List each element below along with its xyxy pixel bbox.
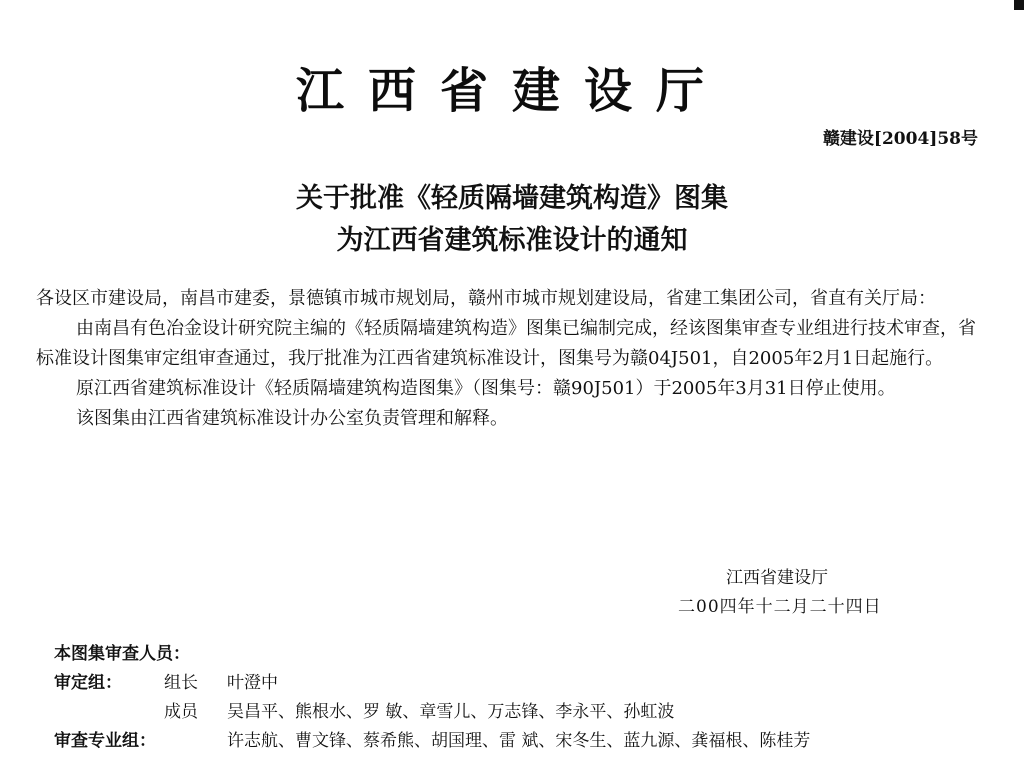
document-number: 赣建设[2004]58号	[822, 129, 978, 149]
leader-label: 组长	[164, 673, 198, 693]
reviewers-heading-row	[54, 640, 1004, 669]
supersede-paragraph: 原江西省建筑标准设计《轻质隔墙建筑构造图集》（图集号：赣90J501）于2005年3月31日停止使用。	[76, 378, 896, 399]
members-row	[54, 698, 1004, 727]
approval-paragraph: 由南昌有色冶金设计研究院主编的《轻质隔墙建筑构造》图集已编制完成，经该图集审查专业组进行技术审查，省标准设计图集审定组审查通过，我厅批准为江西省建筑标准设计，图集号为赣04J501，自2005年2月1日起施行。	[36, 318, 976, 369]
signature-org: 江西省建设厅	[726, 568, 828, 588]
recipients-paragraph: 各设区市建设局，南昌市建委，景德镇市城市规划局，赣州市城市规划建设局，省建工集团公司，省直有关厅局：	[36, 288, 936, 309]
approval-group-row	[54, 669, 1004, 698]
approval-group-label: 审定组：	[54, 673, 122, 693]
notice-title-line-1: 关于批准《轻质隔墙建筑构造》图集	[296, 183, 728, 214]
members-list: 吴昌平、熊根水、罗 敏、章雪儿、万志锋、李永平、孙虹波	[227, 702, 675, 722]
expert-group-label: 审查专业组：	[54, 731, 156, 751]
signature-date: 二00四年十二月二十四日	[678, 597, 882, 617]
letterhead-title: 江西省建设厅	[295, 63, 728, 119]
notice-title-line-2: 为江西省建筑标准设计的通知	[336, 225, 688, 256]
management-paragraph: 该图集由江西省建筑标准设计办公室负责管理和解释。	[76, 408, 508, 429]
members-label: 成员	[164, 702, 198, 722]
reviewers-heading: 本图集审查人员：	[54, 644, 190, 664]
expert-group-row	[54, 727, 1004, 756]
experts-list: 许志航、曹文锋、蔡希熊、胡国理、雷 斌、宋冬生、蓝九源、龚福根、陈桂芳	[227, 731, 811, 751]
reviewers-section	[54, 640, 1004, 756]
notice-body	[36, 284, 986, 434]
scan-corner-mark	[1014, 0, 1024, 10]
leader-name: 叶澄中	[227, 673, 278, 693]
